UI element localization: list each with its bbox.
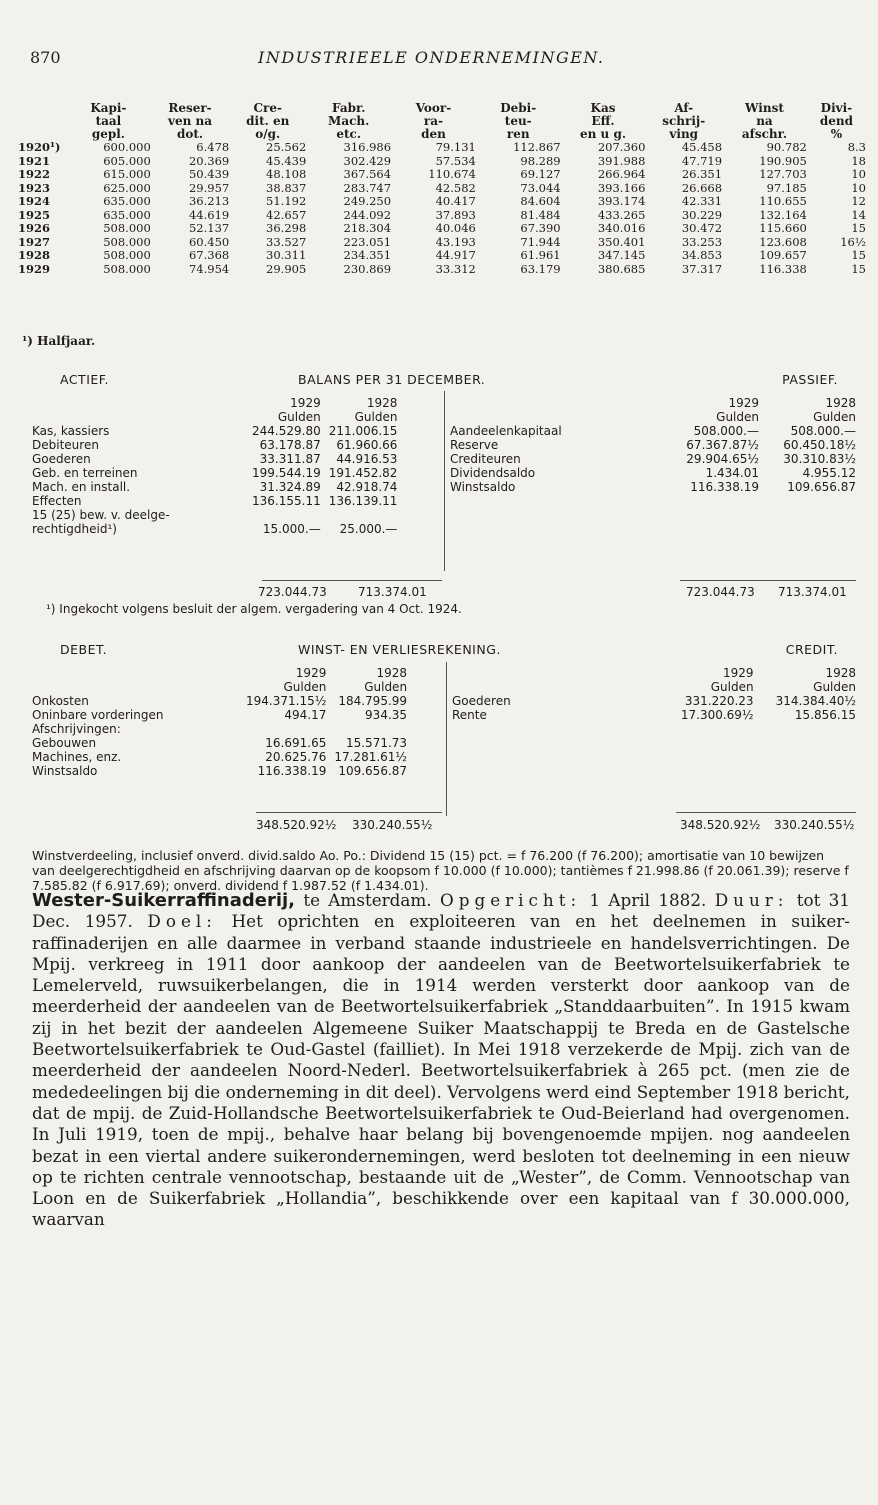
ledger-value-b: 4.955.12: [802, 466, 856, 480]
pl-captions: [30, 642, 858, 658]
article-keyword: Duur:: [714, 890, 789, 910]
value-cell: 33.312: [435, 261, 476, 276]
ledger-value-b: 15.571.73: [345, 736, 408, 750]
value-cell: 98.289: [520, 153, 561, 168]
ledger-value-b: 61.960.66: [336, 438, 398, 452]
article-text: Het oprichten en exploiteeren van en het deelnemen in suiker-raffinaderijen en alle daarmee in verband staande industrieele en handelsverrichtingen. De Mpij. verkreeg in 1911 door aankoop der aandeelen van de Beetwortelsuikerfabriek te Lemelerveld, ruwsuikerbelangen, die in 1914 werden versterkt door aankoop van de meerderheid der aandeelen van de Beetwortelsuikerfabriek „Standdaarbuiten”. In 1915 kwam zij in het bezit der aandeelen Algemeene Suiker Maatschappij te Breda en de Gastelsche Beetwortelsuikerfabriek te Oud-Gastel (failliet). In Mei 1918 verzekerde de Mpij. zich van de meerderheid der aandeelen Noord-Nederl. Beetwortelsuikerfabriek à 265 pct. (men zie de mededeelingen bij die onderneming in dit deel). Vervolgens werd eind September 1918 bericht, dat de mpij. de Zuid-Hollandsche Beetwortelsuikerfabriek te Oud-Beierland had overgenomen. In Juli 1919, toen de mpij., behalve haar belang bij bovengenoemde mpijen. nog aandeelen bezat in een viertal andere suikerondernemingen, werd besloten tot deelneming in een nieuw op te richten centrale vennootschap, bestaande uit de „Wester”, de Comm. Vennootschap van Loon en de Suikerfabriek „Hollandia”, beschikkende over een kapitaal van f 30.000.000, waarvan: [32, 911, 850, 1230]
ledger-value-a: 508.000.—: [693, 424, 759, 438]
ledger-row: [32, 494, 397, 508]
ledger-row: [450, 424, 856, 438]
col-header: Reser- ven na dot.: [168, 101, 213, 141]
ledger-label: rechtigdheid¹): [32, 522, 117, 536]
value-cell: 109.657: [759, 248, 807, 262]
balance-passief-table: [450, 396, 856, 494]
value-cell: 43.193: [435, 234, 476, 249]
year-header: 1928: [376, 666, 408, 680]
value-cell: 393.166: [597, 180, 646, 195]
value-cell: 112.867: [513, 140, 561, 154]
ledger-value-b: 109.656.87: [338, 764, 408, 778]
value-cell: 42.657: [266, 207, 307, 222]
ledger-value-b: 136.139.11: [328, 494, 398, 508]
value-cell: 223.051: [343, 234, 392, 249]
value-cell: 266.964: [597, 167, 646, 181]
col-header: Kas Eff. en u g.: [580, 101, 627, 141]
table-row: [18, 263, 866, 277]
pl-right-caption: CREDIT.: [785, 642, 838, 657]
article-text: tot 31 Dec. 1957.: [32, 890, 850, 932]
ledger-label: Reserve: [450, 438, 499, 452]
statistics-footnote: ¹) Halfjaar.: [22, 334, 96, 348]
pl-total-rule: [676, 812, 856, 813]
balance-actief-table: [32, 396, 397, 536]
year-header: 1929: [290, 396, 321, 410]
value-cell: 380.685: [597, 261, 646, 276]
value-cell: 44.917: [435, 248, 476, 262]
value-cell: 393.174: [597, 194, 646, 208]
year-cell: 1927: [18, 234, 51, 249]
table-row: [18, 182, 866, 196]
balance-left-caption: ACTIEF.: [60, 372, 109, 387]
value-cell: 36.298: [266, 221, 307, 235]
ledger-value-a: 199.544.19: [252, 466, 321, 480]
col-header: Kapi- taal gepl.: [90, 101, 127, 141]
balance-total-rule: [262, 580, 442, 581]
ledger-value-b: 109.656.87: [787, 480, 856, 494]
value-cell: 30.229: [681, 207, 723, 222]
value-cell: 340.016: [597, 221, 646, 235]
value-cell: 16½: [840, 234, 866, 249]
value-cell: 350.401: [597, 234, 646, 249]
running-title: INDUSTRIEELE ONDERNEMINGEN.: [258, 48, 605, 67]
value-cell: 34.853: [681, 248, 723, 262]
article-text: 1 April 1882.: [581, 890, 715, 910]
col-header: Voor- ra- den: [415, 101, 452, 141]
ledger-label: Onkosten: [32, 694, 89, 708]
ledger-value-b: 508.000.—: [790, 424, 856, 438]
ledger-value-b: [326, 722, 407, 736]
balance-divider: [444, 391, 445, 571]
table-row: [18, 168, 866, 182]
value-cell: 51.192: [266, 194, 307, 208]
ledger-value-b: 44.916.53: [336, 452, 398, 466]
value-cell: 132.164: [759, 207, 807, 222]
value-cell: 42.582: [435, 180, 476, 195]
ledger-label: Debiteuren: [32, 438, 99, 452]
value-cell: 302.429: [343, 153, 392, 168]
value-cell: 508.000: [103, 261, 151, 276]
value-cell: 33.527: [266, 234, 307, 249]
value-cell: 12: [851, 194, 866, 208]
year-header: 1928: [366, 396, 398, 410]
ledger-label: Dividendsaldo: [450, 466, 536, 480]
value-cell: 15: [851, 261, 866, 276]
ledger-value-a: 244.529.80: [252, 424, 321, 438]
value-cell: 71.944: [520, 234, 561, 249]
balance-passief-rows: [450, 424, 856, 494]
pl-total-b-left: 330.240.55½: [352, 818, 433, 832]
ledger-label: Mach. en install.: [32, 480, 131, 494]
col-header: Winst na afschr.: [741, 101, 788, 141]
table-row: [18, 222, 866, 236]
value-cell: 30.311: [266, 248, 307, 262]
ledger-label: Winstsaldo: [450, 480, 516, 494]
unit-header: Gulden: [813, 680, 856, 694]
ledger-row: [32, 736, 407, 750]
value-cell: 600.000: [103, 140, 151, 154]
value-cell: 207.360: [597, 140, 646, 154]
ledger-value-a: 1.434.01: [705, 466, 759, 480]
value-cell: 15: [851, 248, 866, 262]
pl-total-a-right: 348.520.92½: [680, 818, 761, 832]
col-header: Fabr. Mach. etc.: [328, 101, 370, 141]
ledger-label: Gebouwen: [32, 736, 97, 750]
balance-total-a-right: 723.044.73: [686, 585, 755, 599]
value-cell: 33.253: [681, 234, 723, 249]
value-cell: 25.562: [266, 140, 307, 154]
value-cell: 115.660: [759, 221, 807, 235]
pl-total-a-left: 348.520.92½: [256, 818, 337, 832]
year-header: 1929: [728, 396, 759, 410]
table-row: [18, 236, 866, 250]
statistics-body: [18, 141, 866, 276]
year-cell: 1928: [18, 248, 51, 262]
company-article: [32, 890, 850, 1231]
year-cell: 1925: [18, 207, 51, 222]
unit-header: Gulden: [813, 410, 856, 424]
balance-right-caption: PASSIEF.: [782, 372, 838, 387]
ledger-row: [450, 438, 856, 452]
ledger-row: [450, 466, 856, 480]
value-cell: 615.000: [103, 167, 151, 181]
value-cell: 10: [851, 180, 866, 195]
ledger-value-a: 63.178.87: [259, 438, 321, 452]
unit-header: Gulden: [283, 680, 327, 694]
value-cell: 234.351: [343, 248, 392, 262]
table-row: [18, 195, 866, 209]
ledger-row: [32, 694, 407, 708]
ledger-value-b: 25.000.—: [339, 522, 398, 536]
value-cell: 74.954: [188, 261, 230, 276]
value-cell: 42.331: [681, 194, 723, 208]
balance-actief-rows: [32, 424, 397, 536]
ledger-label: Kas, kassiers: [32, 424, 110, 438]
col-header: Cre- dit. en o/g.: [246, 101, 290, 141]
value-cell: 48.108: [266, 167, 307, 181]
ledger-value-b: 42.918.74: [336, 480, 398, 494]
ledger-value-a: 331.220.23: [684, 694, 754, 708]
value-cell: 625.000: [103, 180, 151, 195]
ledger-label: Crediteuren: [450, 452, 521, 466]
value-cell: 367.564: [343, 167, 392, 181]
ledger-row: [32, 466, 397, 480]
value-cell: 45.439: [266, 153, 307, 168]
value-cell: 47.719: [681, 153, 723, 168]
ledger-label: Oninbare vorderingen: [32, 708, 164, 722]
ledger-value-a: 20.625.76: [265, 750, 327, 764]
value-cell: 6.478: [196, 140, 230, 154]
ledger-value-a: 15.000.—: [262, 522, 321, 536]
value-cell: 123.608: [759, 234, 807, 249]
value-cell: 249.250: [343, 194, 392, 208]
year-cell: 1920¹): [18, 140, 61, 154]
ledger-value-b: 184.795.99: [338, 694, 408, 708]
year-header: 1928: [825, 396, 856, 410]
balance-title: BALANS PER 31 DECEMBER.: [298, 372, 486, 387]
ledger-value-a: 67.367.87½: [686, 438, 759, 452]
year-header: 1928: [825, 666, 856, 680]
ledger-row: [452, 708, 856, 722]
value-cell: 14: [851, 207, 866, 222]
value-cell: 67.390: [520, 221, 561, 235]
table-row: [18, 141, 866, 155]
ledger-label: Goederen: [32, 452, 91, 466]
ledger-row: [32, 764, 407, 778]
ledger-value-a: 33.311.87: [259, 452, 321, 466]
value-cell: 45.458: [681, 140, 723, 154]
value-cell: 26.668: [681, 180, 723, 195]
article-keyword: Doel:: [147, 911, 217, 932]
value-cell: 230.869: [343, 261, 392, 276]
ledger-label: Rente: [452, 708, 487, 722]
ledger-label: Machines, enz.: [32, 750, 122, 764]
unit-header: Gulden: [277, 410, 321, 424]
pl-credit-rows: [452, 694, 856, 722]
value-cell: 110.655: [759, 194, 807, 208]
ledger-value-a: 31.324.89: [259, 480, 321, 494]
value-cell: 26.351: [681, 167, 723, 181]
year-header: 1929: [723, 666, 754, 680]
value-cell: 605.000: [103, 153, 151, 168]
ledger-value-a: [244, 508, 321, 522]
year-cell: 1922: [18, 167, 51, 181]
value-cell: 18: [851, 153, 866, 168]
value-cell: 635.000: [103, 207, 151, 222]
value-cell: 244.092: [343, 207, 392, 222]
ledger-label: Geb. en terreinen: [32, 466, 138, 480]
value-cell: 97.185: [766, 180, 807, 195]
value-cell: 347.145: [597, 248, 646, 262]
value-cell: 8.3: [847, 140, 866, 154]
pl-total-b-right: 330.240.55½: [774, 818, 855, 832]
value-cell: 40.417: [435, 194, 476, 208]
value-cell: 127.703: [759, 167, 807, 181]
value-cell: 508.000: [103, 221, 151, 235]
ledger-label: Aandeelenkapitaal: [450, 424, 562, 438]
value-cell: 218.304: [343, 221, 392, 235]
ledger-label: Goederen: [452, 694, 511, 708]
ledger-value-a: 116.338.19: [690, 480, 759, 494]
value-cell: 81.484: [520, 207, 561, 222]
ledger-row: [32, 750, 407, 764]
pl-credit-table: [452, 666, 856, 722]
value-cell: 20.369: [188, 153, 230, 168]
value-cell: 44.619: [188, 207, 230, 222]
value-cell: 283.747: [343, 180, 392, 195]
pl-total-rule: [256, 812, 442, 813]
ledger-row: [32, 480, 397, 494]
ledger-label: 15 (25) bew. v. deelge-: [32, 508, 170, 522]
value-cell: 116.338: [759, 261, 807, 276]
year-cell: 1921: [18, 153, 51, 168]
value-cell: 29.905: [266, 261, 307, 276]
pl-left-caption: DEBET.: [60, 642, 108, 657]
value-cell: 60.450: [188, 234, 230, 249]
ledger-value-a: [238, 722, 326, 736]
value-cell: 61.961: [520, 248, 561, 262]
col-header: Debi- teu- ren: [500, 101, 537, 141]
value-cell: 391.988: [597, 153, 646, 168]
ledger-row: [32, 438, 397, 452]
ledger-value-b: 30.310.83½: [783, 452, 856, 466]
balance-total-rule: [680, 580, 856, 581]
ledger-row: [450, 452, 856, 466]
balance-total-b-left: 713.374.01: [358, 585, 427, 599]
ledger-value-a: 136.155.11: [252, 494, 321, 508]
value-cell: 37.317: [681, 261, 723, 276]
ledger-row: [32, 708, 407, 722]
value-cell: 110.674: [428, 167, 476, 181]
value-cell: 10: [851, 167, 866, 181]
value-cell: 508.000: [103, 234, 151, 249]
table-row: [18, 209, 866, 223]
balance-captions: [30, 372, 858, 388]
ledger-row: [450, 480, 856, 494]
ledger-row: [32, 722, 407, 736]
ledger-value-b: 211.006.15: [328, 424, 398, 438]
pl-title: WINST- EN VERLIESREKENING.: [298, 642, 501, 657]
article-text: te Amsterdam.: [295, 890, 440, 910]
year-header: 1929: [295, 666, 327, 680]
unit-header: Gulden: [710, 680, 754, 694]
table-row: [18, 155, 866, 169]
value-cell: 90.782: [766, 140, 807, 154]
value-cell: 63.179: [520, 261, 561, 276]
col-header: Divi- dend %: [819, 101, 853, 141]
value-cell: 52.137: [188, 221, 230, 235]
value-cell: 69.127: [520, 167, 561, 181]
ledger-row: [452, 694, 856, 708]
ledger-value-b: 15.856.15: [794, 708, 856, 722]
statistics-table: [18, 102, 866, 276]
ledger-value-b: 314.384.40½: [775, 694, 856, 708]
ledger-value-b: [321, 508, 398, 522]
value-cell: 433.265: [597, 207, 646, 222]
statistics-header-row: [18, 102, 866, 141]
ledger-value-a: 494.17: [284, 708, 327, 722]
value-cell: 40.046: [435, 221, 476, 235]
page-header: [30, 48, 850, 70]
value-cell: 316.986: [343, 140, 392, 154]
ledger-row: [32, 424, 397, 438]
value-cell: 79.131: [435, 140, 476, 154]
value-cell: 508.000: [103, 248, 151, 262]
value-cell: 37.893: [435, 207, 476, 222]
col-header: [18, 102, 66, 141]
unit-header: Gulden: [364, 680, 408, 694]
year-cell: 1923: [18, 180, 51, 195]
ledger-value-a: 194.371.15½: [246, 694, 327, 708]
ledger-value-b: 934.35: [365, 708, 408, 722]
ledger-value-a: 17.300.69½: [680, 708, 754, 722]
unit-header: Gulden: [716, 410, 759, 424]
balance-footnote: ¹) Ingekocht volgens besluit der algem. vergadering van 4 Oct. 1924.: [46, 602, 462, 616]
value-cell: 15: [851, 221, 866, 235]
value-cell: 38.837: [266, 180, 307, 195]
value-cell: 67.368: [188, 248, 230, 262]
table-row: [18, 249, 866, 263]
value-cell: 57.534: [435, 153, 476, 168]
value-cell: 84.604: [520, 194, 561, 208]
value-cell: 29.957: [188, 180, 230, 195]
ledger-value-b: 191.452.82: [328, 466, 398, 480]
profit-distribution-note: Winstverdeeling, inclusief onverd. divid.saldo Ao. Po.: Dividend 15 (15) pct. = f 76.200 (f 76.200); amortisatie van 10 bewijzen van deelgerechtigdheid en afschrijving daarvan op de koopsom f 10.000 (f 10.000); tantièmes f 21.998.86 (f 20.061.39); reserve f 7.585.82 (f 6.917.69); onverd. dividend f 1.987.52 (f 1.434.01).: [32, 848, 849, 893]
page-number: 870: [30, 48, 61, 67]
ledger-label: Effecten: [32, 494, 82, 508]
value-cell: 635.000: [103, 194, 151, 208]
balance-total-a-left: 723.044.73: [258, 585, 327, 599]
ledger-label: Afschrijvingen:: [32, 722, 121, 736]
ledger-value-a: 116.338.19: [257, 764, 327, 778]
year-cell: 1929: [18, 261, 51, 276]
pl-debet-table: [32, 666, 407, 778]
ledger-row: [32, 452, 397, 466]
value-cell: 50.439: [188, 167, 230, 181]
ledger-label: Winstsaldo: [32, 764, 98, 778]
company-name: Wester-Suikerraffinaderij,: [32, 890, 296, 911]
value-cell: 190.905: [759, 153, 807, 168]
unit-header: Gulden: [354, 410, 398, 424]
balance-total-b-right: 713.374.01: [778, 585, 847, 599]
value-cell: 36.213: [188, 194, 230, 208]
pl-divider: [446, 662, 447, 816]
ledger-value-b: 60.450.18½: [783, 438, 856, 452]
value-cell: 30.472: [681, 221, 723, 235]
pl-debet-rows: [32, 694, 407, 778]
ledger-row: [32, 508, 397, 522]
year-cell: 1924: [18, 194, 51, 208]
ledger-value-a: 29.904.65½: [686, 452, 759, 466]
year-cell: 1926: [18, 221, 51, 235]
ledger-value-b: 17.281.61½: [334, 750, 408, 764]
value-cell: 73.044: [520, 180, 561, 195]
col-header: Af- schrij- ving: [662, 101, 706, 141]
article-keyword: Opgericht:: [439, 890, 582, 910]
ledger-value-a: 16.691.65: [265, 736, 327, 750]
ledger-row: [32, 522, 397, 536]
